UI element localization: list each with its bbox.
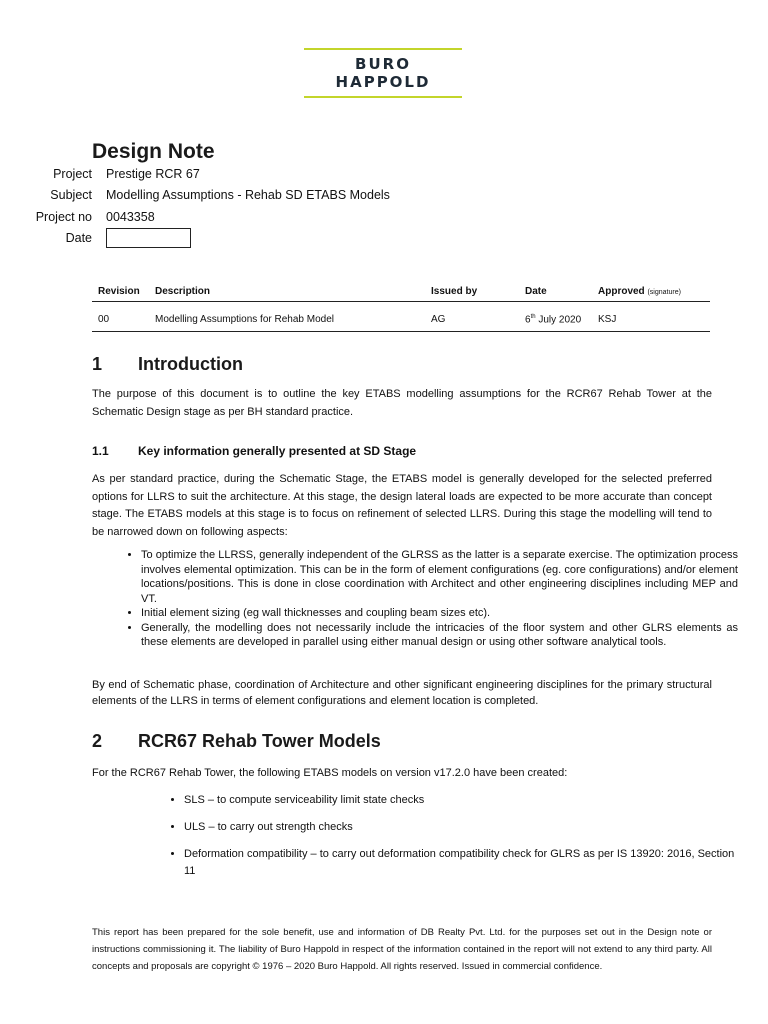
subsection-1-1-paragraph: As per standard practice, during the Schematic Stage, the ETABS model is generally developed for the selected preferred options for LLRS to suit the architecture. At this stage, the design lateral loads are expected to be more accurate than concept stage. The ETABS models at this stage is to focus on refinement of selected LLRS. During this stage the modelling will tend to be narrowed down on following aspects: <box>92 473 712 538</box>
document-title: Design Note <box>92 140 215 163</box>
row-revision: 00 <box>92 302 149 332</box>
list-item: • Deformation compatibility – to carry out deformation compatibility check for GLRS as per IS 13920: 2016, Section 11 <box>184 846 744 880</box>
copyright-footer: This report has been prepared for the sole benefit, use and information of DB Realty Pvt. Ltd. for the purposes set out in the Design note or instructions commissioning it. The liability of Buro Happold in respect of the information contained in the report will not extend to any third party. All concepts and proposals are copyright © 1976 – 2020 Buro Happold. All rights reserved. Issued in commercial confidence. <box>92 927 712 972</box>
col-description: Description <box>149 282 425 302</box>
section-1-title: Introduction <box>138 354 243 374</box>
signature-note: (signature) <box>647 289 681 296</box>
section-2-bullet-list <box>158 792 744 890</box>
list-item: • Initial element sizing (eg wall thicknesses and coupling beam sizes etc). <box>141 606 738 621</box>
date-field[interactable] <box>106 228 191 248</box>
list-item: • Generally, the modelling does not necessarily include the intricacies of the floor system and other GLRS elements as these elements are developed in parallel using either manual design or using other software analytical tools. <box>141 621 738 650</box>
project-value: Prestige RCR 67 <box>106 167 200 181</box>
list-item: • SLS – to compute serviceability limit state checks <box>184 792 744 809</box>
subject-value: Modelling Assumptions - Rehab SD ETABS Models <box>106 188 390 202</box>
table-row <box>92 302 710 332</box>
subsection-1-1-number: 1.1 <box>92 444 109 458</box>
section-1-intro: The purpose of this document is to outline the key ETABS modelling assumptions for the RCR67 Rehab Tower at the Schematic Design stage as per BH standard practice. <box>92 388 712 418</box>
subject-label: Subject <box>50 188 92 202</box>
date-label: Date <box>65 231 92 245</box>
col-approved: Approved (signature) <box>592 282 710 302</box>
project-no-value: 0043358 <box>106 210 155 224</box>
company-logo <box>304 48 462 98</box>
section-2-number: 2 <box>92 731 103 751</box>
row-date: 6th July 2020 <box>519 302 592 332</box>
project-label: Project <box>53 167 92 181</box>
logo-text: BURO HAPPOLD <box>335 55 431 91</box>
subsection-1-1-title: Key information generally presented at SD Stage <box>138 444 417 458</box>
revision-table-header <box>92 282 710 302</box>
row-description: Modelling Assumptions for Rehab Model <box>149 302 425 332</box>
section-2-intro: For the RCR67 Rehab Tower, the following ETABS models on version v17.2.0 have been created: <box>92 767 568 779</box>
col-date: Date <box>519 282 592 302</box>
section-1-closing: By end of Schematic phase, coordination of Architecture and other significant engineering disciplines for the primary structural elements of the LLRS in terms of element configurations and element location is completed. <box>92 679 712 707</box>
list-item: • ULS – to carry out strength checks <box>184 819 744 836</box>
section-1-bullet-list <box>115 548 738 650</box>
row-approved: KSJ <box>592 302 710 332</box>
section-2-title: RCR67 Rehab Tower Models <box>138 731 381 751</box>
col-issued-by: Issued by <box>425 282 519 302</box>
section-2-heading <box>92 731 381 752</box>
section-1-number: 1 <box>92 354 103 374</box>
logo-bottom-rule <box>304 96 462 98</box>
row-issued-by: AG <box>425 302 519 332</box>
revision-table <box>92 282 710 332</box>
col-revision: Revision <box>92 282 149 302</box>
section-1-heading <box>92 354 243 375</box>
list-item: • To optimize the LLRSS, generally independent of the GLRSS as the latter is a separate exercise. The optimization process involves elemental optimization. This can be in the form of element configurations (eg. core configurations) and/or element locations/positions. This is done in close coordination with Architect and other engineering disciplines including MEP and VT. <box>141 548 738 606</box>
project-no-label: Project no <box>35 210 92 224</box>
subsection-1-1-heading <box>92 444 416 458</box>
